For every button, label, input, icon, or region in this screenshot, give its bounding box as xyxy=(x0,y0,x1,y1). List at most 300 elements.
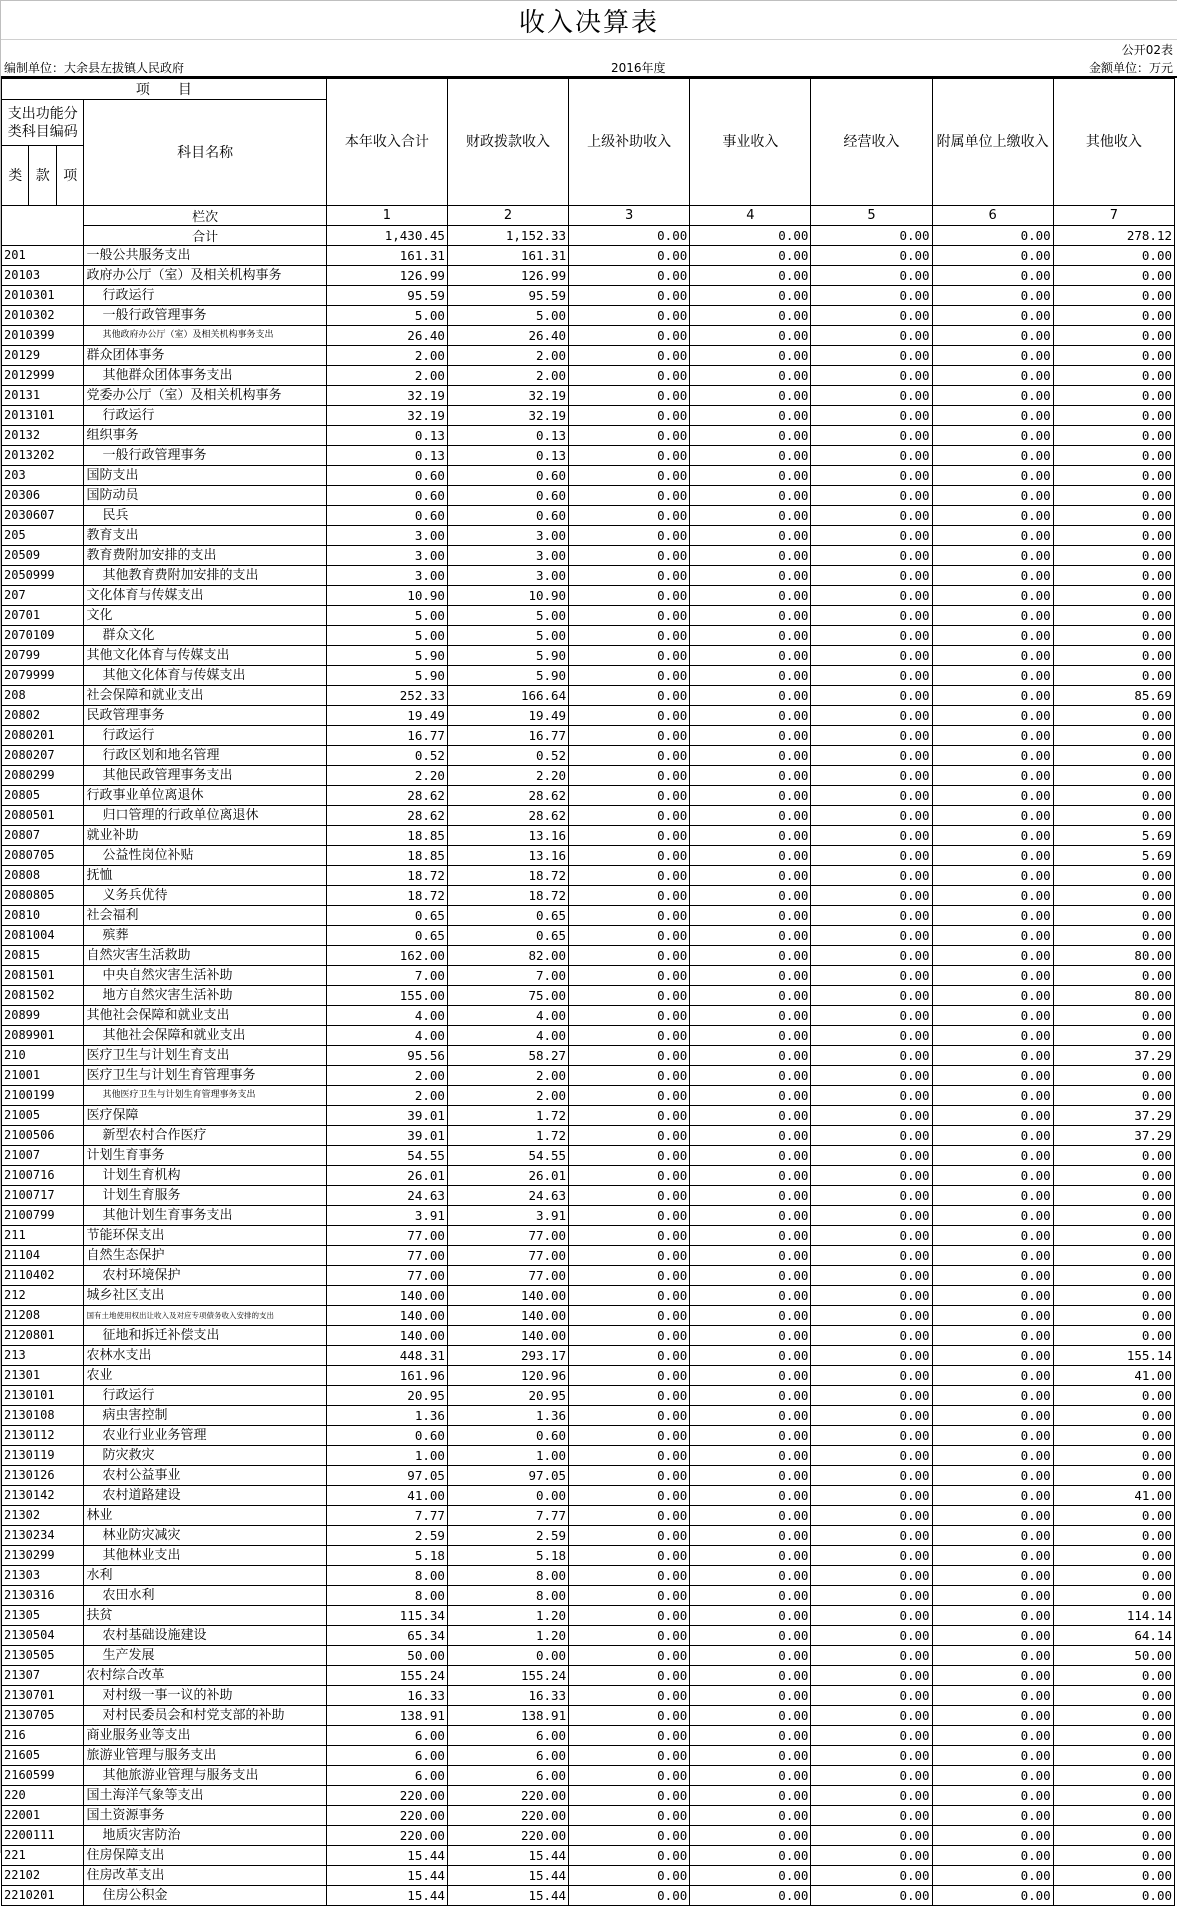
row-value: 0.00 xyxy=(690,386,811,406)
row-value: 0.00 xyxy=(569,1086,690,1106)
table-row xyxy=(2,606,1175,626)
row-value: 0.00 xyxy=(811,566,932,586)
row-value: 19.49 xyxy=(447,706,568,726)
row-name: 其他文化体育与传媒支出 xyxy=(84,646,326,666)
row-value: 0.60 xyxy=(326,466,447,486)
row-value: 0.00 xyxy=(690,626,811,646)
row-code: 2089901 xyxy=(2,1026,84,1046)
row-value: 0.00 xyxy=(811,1666,932,1686)
row-value: 41.00 xyxy=(1053,1366,1174,1386)
table-row xyxy=(2,946,1175,966)
row-value: 0.00 xyxy=(569,446,690,466)
table-body xyxy=(2,246,1175,1906)
table-row xyxy=(2,526,1175,546)
row-value: 0.00 xyxy=(1053,906,1174,926)
table-row xyxy=(2,1446,1175,1466)
row-value: 0.00 xyxy=(932,1586,1053,1606)
row-code: 21104 xyxy=(2,1246,84,1266)
row-value: 0.00 xyxy=(569,426,690,446)
row-value: 0.00 xyxy=(932,266,1053,286)
row-value: 0.00 xyxy=(690,1026,811,1046)
row-value: 5.90 xyxy=(326,646,447,666)
row-value: 140.00 xyxy=(447,1286,568,1306)
row-value: 0.00 xyxy=(1053,486,1174,506)
row-code: 216 xyxy=(2,1726,84,1746)
row-value: 0.00 xyxy=(811,1546,932,1566)
row-code: 2160599 xyxy=(2,1766,84,1786)
row-value: 0.00 xyxy=(1053,1326,1174,1346)
row-value: 0.00 xyxy=(1053,1166,1174,1186)
row-value: 0.00 xyxy=(811,1146,932,1166)
row-value: 0.00 xyxy=(932,446,1053,466)
row-value: 18.85 xyxy=(326,846,447,866)
table-row xyxy=(2,546,1175,566)
table-row xyxy=(2,1746,1175,1766)
row-name: 扶贫 xyxy=(84,1606,326,1626)
row-value: 0.00 xyxy=(1053,626,1174,646)
row-value: 0.00 xyxy=(569,346,690,366)
row-value: 0.00 xyxy=(569,1366,690,1386)
row-value: 0.00 xyxy=(811,266,932,286)
row-value: 0.00 xyxy=(932,246,1053,266)
row-value: 13.16 xyxy=(447,826,568,846)
row-value: 0.00 xyxy=(690,1086,811,1106)
row-value: 0.00 xyxy=(932,986,1053,1006)
row-code: 2130119 xyxy=(2,1446,84,1466)
row-value: 0.00 xyxy=(932,786,1053,806)
table-row xyxy=(2,446,1175,466)
row-code: 2120801 xyxy=(2,1326,84,1346)
row-value: 0.00 xyxy=(690,506,811,526)
col-num-4: 4 xyxy=(690,206,811,226)
row-value: 0.00 xyxy=(569,1486,690,1506)
table-row xyxy=(2,566,1175,586)
table-row xyxy=(2,746,1175,766)
col-num-2: 2 xyxy=(447,206,568,226)
row-value: 65.34 xyxy=(326,1626,447,1646)
row-value: 0.60 xyxy=(447,486,568,506)
row-value: 0.00 xyxy=(1053,1706,1174,1726)
table-row xyxy=(2,1826,1175,1846)
row-value: 0.00 xyxy=(1053,926,1174,946)
row-value: 0.00 xyxy=(569,606,690,626)
row-value: 39.01 xyxy=(326,1126,447,1146)
table-row xyxy=(2,846,1175,866)
row-value: 0.00 xyxy=(1053,506,1174,526)
row-value: 0.00 xyxy=(932,606,1053,626)
row-value: 0.00 xyxy=(690,1566,811,1586)
col-header-other: 其他收入 xyxy=(1053,79,1174,206)
row-value: 0.00 xyxy=(932,1346,1053,1366)
title-row xyxy=(1,1,1177,40)
row-value: 0.00 xyxy=(1053,1386,1174,1406)
row-value: 0.00 xyxy=(690,1306,811,1326)
total-value: 0.00 xyxy=(811,226,932,246)
table-row xyxy=(2,1286,1175,1306)
row-value: 26.01 xyxy=(447,1166,568,1186)
row-value: 0.00 xyxy=(569,566,690,586)
row-value: 0.00 xyxy=(690,986,811,1006)
row-code: 20701 xyxy=(2,606,84,626)
row-value: 95.59 xyxy=(326,286,447,306)
row-value: 0.00 xyxy=(1053,1786,1174,1806)
row-name: 其他社会保障和就业支出 xyxy=(84,1026,326,1046)
row-value: 0.00 xyxy=(811,986,932,1006)
table-row xyxy=(2,486,1175,506)
row-value: 15.44 xyxy=(447,1846,568,1866)
row-value: 0.00 xyxy=(1053,446,1174,466)
row-value: 0.00 xyxy=(1053,1246,1174,1266)
row-value: 4.00 xyxy=(326,1006,447,1026)
row-code: 2100716 xyxy=(2,1166,84,1186)
col-header-fiscal: 财政拨款收入 xyxy=(447,79,568,206)
row-value: 0.00 xyxy=(932,886,1053,906)
row-value: 0.00 xyxy=(690,946,811,966)
row-value: 0.00 xyxy=(690,1526,811,1546)
row-code: 2130299 xyxy=(2,1546,84,1566)
row-value: 0.00 xyxy=(932,906,1053,926)
row-value: 0.00 xyxy=(932,1086,1053,1106)
row-value: 0.00 xyxy=(1053,1566,1174,1586)
row-value: 16.33 xyxy=(326,1686,447,1706)
row-code: 205 xyxy=(2,526,84,546)
row-code: 21005 xyxy=(2,1106,84,1126)
row-code: 21001 xyxy=(2,1066,84,1086)
table-row xyxy=(2,1086,1175,1106)
row-value: 0.00 xyxy=(811,946,932,966)
row-value: 26.40 xyxy=(447,326,568,346)
row-value: 8.00 xyxy=(326,1566,447,1586)
row-value: 0.00 xyxy=(569,726,690,746)
row-name: 一般公共服务支出 xyxy=(84,246,326,266)
row-value: 0.13 xyxy=(326,446,447,466)
row-value: 0.00 xyxy=(811,1246,932,1266)
row-value: 0.00 xyxy=(811,966,932,986)
row-value: 20.95 xyxy=(326,1386,447,1406)
row-value: 1.00 xyxy=(447,1446,568,1466)
row-code: 20810 xyxy=(2,906,84,926)
row-code: 20802 xyxy=(2,706,84,726)
row-value: 0.00 xyxy=(569,1346,690,1366)
row-value: 0.00 xyxy=(569,626,690,646)
meta-row xyxy=(1,58,1177,78)
row-value: 0.00 xyxy=(569,766,690,786)
row-value: 0.00 xyxy=(932,1866,1053,1886)
row-value: 0.00 xyxy=(569,406,690,426)
row-value: 0.00 xyxy=(1053,706,1174,726)
row-value: 15.44 xyxy=(326,1866,447,1886)
table-row xyxy=(2,1366,1175,1386)
row-value: 26.01 xyxy=(326,1166,447,1186)
row-value: 220.00 xyxy=(326,1826,447,1846)
table-row xyxy=(2,1246,1175,1266)
row-value: 0.00 xyxy=(811,1286,932,1306)
row-name: 国防动员 xyxy=(84,486,326,506)
row-value: 20.95 xyxy=(447,1386,568,1406)
row-value: 0.00 xyxy=(569,1266,690,1286)
row-value: 0.00 xyxy=(932,1466,1053,1486)
row-value: 0.00 xyxy=(569,706,690,726)
table-row xyxy=(2,926,1175,946)
row-value: 0.00 xyxy=(932,586,1053,606)
table-row xyxy=(2,1466,1175,1486)
row-value: 0.00 xyxy=(1053,326,1174,346)
row-value: 0.00 xyxy=(690,1786,811,1806)
row-value: 0.00 xyxy=(569,1866,690,1886)
row-value: 155.24 xyxy=(447,1666,568,1686)
table-row xyxy=(2,1106,1175,1126)
row-value: 0.00 xyxy=(569,1706,690,1726)
row-code: 2130142 xyxy=(2,1486,84,1506)
row-value: 0.00 xyxy=(569,1326,690,1346)
row-name: 抚恤 xyxy=(84,866,326,886)
row-value: 0.00 xyxy=(1053,606,1174,626)
table-row xyxy=(2,986,1175,1006)
row-code: 20807 xyxy=(2,826,84,846)
row-value: 0.00 xyxy=(569,966,690,986)
row-value: 0.60 xyxy=(447,466,568,486)
row-value: 2.20 xyxy=(326,766,447,786)
table-row xyxy=(2,1626,1175,1646)
table-row xyxy=(2,1186,1175,1206)
row-value: 0.00 xyxy=(690,1706,811,1726)
row-value: 0.00 xyxy=(1053,366,1174,386)
row-value: 0.00 xyxy=(932,1826,1053,1846)
row-value: 0.00 xyxy=(690,346,811,366)
row-value: 15.44 xyxy=(326,1846,447,1866)
row-value: 0.00 xyxy=(690,1266,811,1286)
row-value: 2.00 xyxy=(326,346,447,366)
row-value: 0.00 xyxy=(811,746,932,766)
row-name: 其他旅游业管理与服务支出 xyxy=(84,1766,326,1786)
row-value: 0.00 xyxy=(1053,586,1174,606)
row-name: 组织事务 xyxy=(84,426,326,446)
col-header-superior: 上级补助收入 xyxy=(569,79,690,206)
total-value: 278.12 xyxy=(1053,226,1174,246)
row-value: 0.00 xyxy=(690,306,811,326)
row-value: 0.00 xyxy=(690,366,811,386)
row-value: 0.00 xyxy=(811,766,932,786)
row-value: 80.00 xyxy=(1053,986,1174,1006)
row-value: 0.00 xyxy=(932,1606,1053,1626)
row-value: 0.00 xyxy=(569,286,690,306)
row-value: 0.00 xyxy=(690,526,811,546)
row-value: 0.00 xyxy=(690,586,811,606)
row-value: 64.14 xyxy=(1053,1626,1174,1646)
row-code: 20131 xyxy=(2,386,84,406)
row-name: 病虫害控制 xyxy=(84,1406,326,1426)
row-value: 0.00 xyxy=(1053,1766,1174,1786)
code-header: 支出功能分类科目编码 xyxy=(2,100,84,146)
row-value: 0.00 xyxy=(569,866,690,886)
row-name: 林业防灾减灾 xyxy=(84,1526,326,1546)
row-name: 计划生育事务 xyxy=(84,1146,326,1166)
row-name: 国有土地使用权出让收入及对应专项债务收入安排的支出 xyxy=(84,1306,326,1326)
row-value: 0.00 xyxy=(690,1446,811,1466)
row-value: 0.00 xyxy=(811,1426,932,1446)
row-value: 15.44 xyxy=(447,1886,568,1906)
row-value: 0.00 xyxy=(447,1486,568,1506)
row-value: 0.00 xyxy=(569,1186,690,1206)
row-value: 0.00 xyxy=(932,1106,1053,1126)
row-code: 2130108 xyxy=(2,1406,84,1426)
row-value: 0.00 xyxy=(690,1546,811,1566)
row-value: 0.00 xyxy=(1053,1226,1174,1246)
table-row xyxy=(2,1666,1175,1686)
row-name: 国土海洋气象等支出 xyxy=(84,1786,326,1806)
row-name: 行政事业单位离退休 xyxy=(84,786,326,806)
row-value: 0.00 xyxy=(1053,306,1174,326)
row-value: 0.00 xyxy=(569,1026,690,1046)
row-name: 地质灾害防治 xyxy=(84,1826,326,1846)
row-value: 0.00 xyxy=(690,786,811,806)
row-value: 120.96 xyxy=(447,1366,568,1386)
table-row xyxy=(2,1726,1175,1746)
row-value: 0.00 xyxy=(932,366,1053,386)
row-value: 0.00 xyxy=(932,1706,1053,1726)
row-value: 0.00 xyxy=(932,766,1053,786)
row-value: 0.00 xyxy=(932,1726,1053,1746)
row-value: 0.00 xyxy=(811,466,932,486)
row-value: 0.00 xyxy=(1053,726,1174,746)
row-name: 住房保障支出 xyxy=(84,1846,326,1866)
row-value: 0.00 xyxy=(690,546,811,566)
table-row xyxy=(2,906,1175,926)
row-value: 0.00 xyxy=(932,1366,1053,1386)
row-value: 0.00 xyxy=(932,1286,1053,1306)
row-value: 0.00 xyxy=(932,846,1053,866)
row-value: 6.00 xyxy=(447,1726,568,1746)
row-value: 0.00 xyxy=(569,466,690,486)
row-name: 住房公积金 xyxy=(84,1886,326,1906)
table-row xyxy=(2,1586,1175,1606)
row-value: 0.00 xyxy=(811,1646,932,1666)
row-code: 20815 xyxy=(2,946,84,966)
row-code: 21208 xyxy=(2,1306,84,1326)
row-value: 24.63 xyxy=(447,1186,568,1206)
row-value: 0.00 xyxy=(569,1526,690,1546)
col-num-7: 7 xyxy=(1053,206,1174,226)
row-value: 0.00 xyxy=(932,1326,1053,1346)
row-value: 162.00 xyxy=(326,946,447,966)
row-value: 0.00 xyxy=(690,1046,811,1066)
row-name: 农村综合改革 xyxy=(84,1666,326,1686)
row-value: 0.00 xyxy=(932,746,1053,766)
row-code: 2030607 xyxy=(2,506,84,526)
row-value: 138.91 xyxy=(447,1706,568,1726)
row-value: 28.62 xyxy=(326,786,447,806)
row-value: 28.62 xyxy=(447,806,568,826)
row-value: 0.00 xyxy=(932,506,1053,526)
row-name: 社会保障和就业支出 xyxy=(84,686,326,706)
row-value: 0.00 xyxy=(1053,886,1174,906)
row-value: 0.00 xyxy=(811,726,932,746)
table-row xyxy=(2,1226,1175,1246)
row-name: 城乡社区支出 xyxy=(84,1286,326,1306)
row-value: 5.18 xyxy=(326,1546,447,1566)
row-value: 0.00 xyxy=(811,1006,932,1026)
xiang-header: 项 xyxy=(56,146,83,206)
row-name: 征地和拆迁补偿支出 xyxy=(84,1326,326,1346)
row-name: 生产发展 xyxy=(84,1646,326,1666)
row-value: 0.00 xyxy=(1053,1026,1174,1046)
row-value: 4.00 xyxy=(447,1026,568,1046)
row-value: 0.00 xyxy=(690,906,811,926)
row-name: 就业补助 xyxy=(84,826,326,846)
row-value: 3.91 xyxy=(326,1206,447,1226)
row-code: 20132 xyxy=(2,426,84,446)
table-row xyxy=(2,306,1175,326)
row-name: 地方自然灾害生活补助 xyxy=(84,986,326,1006)
row-value: 0.00 xyxy=(811,406,932,426)
row-value: 58.27 xyxy=(447,1046,568,1066)
row-value: 0.00 xyxy=(1053,1506,1174,1526)
row-value: 0.52 xyxy=(326,746,447,766)
row-value: 7.77 xyxy=(447,1506,568,1526)
row-value: 18.72 xyxy=(326,866,447,886)
row-value: 0.00 xyxy=(932,386,1053,406)
table-row xyxy=(2,1606,1175,1626)
row-value: 0.00 xyxy=(690,1386,811,1406)
row-code: 2130126 xyxy=(2,1466,84,1486)
row-value: 0.00 xyxy=(690,1106,811,1126)
table-row xyxy=(2,1266,1175,1286)
row-name: 行政运行 xyxy=(84,726,326,746)
col-num-1: 1 xyxy=(326,206,447,226)
row-code: 2130316 xyxy=(2,1586,84,1606)
row-name: 行政运行 xyxy=(84,286,326,306)
col-num-5: 5 xyxy=(811,206,932,226)
row-value: 0.00 xyxy=(690,1346,811,1366)
row-value: 0.00 xyxy=(569,986,690,1006)
table-row xyxy=(2,1566,1175,1586)
form-number-row xyxy=(1,40,1177,58)
row-value: 0.00 xyxy=(811,906,932,926)
row-value: 0.00 xyxy=(569,1066,690,1086)
row-value: 0.00 xyxy=(932,1226,1053,1246)
row-value: 0.00 xyxy=(811,1166,932,1186)
row-value: 0.00 xyxy=(932,1386,1053,1406)
name-header: 科目名称 xyxy=(84,100,326,206)
money-unit: 金额单位：万元 xyxy=(1088,60,1173,75)
row-value: 5.18 xyxy=(447,1546,568,1566)
table-row xyxy=(2,506,1175,526)
row-value: 3.00 xyxy=(447,566,568,586)
table-row xyxy=(2,366,1175,386)
row-value: 0.00 xyxy=(1053,1086,1174,1106)
row-name: 自然生态保护 xyxy=(84,1246,326,1266)
row-value: 85.69 xyxy=(1053,686,1174,706)
total-row xyxy=(2,226,1175,246)
row-value: 0.00 xyxy=(932,646,1053,666)
row-code: 2081502 xyxy=(2,986,84,1006)
row-value: 1.36 xyxy=(447,1406,568,1426)
row-value: 18.85 xyxy=(326,826,447,846)
total-value: 0.00 xyxy=(690,226,811,246)
table-row xyxy=(2,1386,1175,1406)
row-value: 114.14 xyxy=(1053,1606,1174,1626)
row-value: 0.00 xyxy=(690,866,811,886)
row-value: 0.00 xyxy=(932,1166,1053,1186)
row-value: 32.19 xyxy=(447,386,568,406)
row-value: 0.65 xyxy=(447,906,568,926)
row-value: 0.00 xyxy=(569,586,690,606)
row-value: 4.00 xyxy=(326,1026,447,1046)
row-value: 0.00 xyxy=(932,1306,1053,1326)
row-value: 0.00 xyxy=(811,1086,932,1106)
row-code: 2079999 xyxy=(2,666,84,686)
row-value: 0.00 xyxy=(1053,386,1174,406)
